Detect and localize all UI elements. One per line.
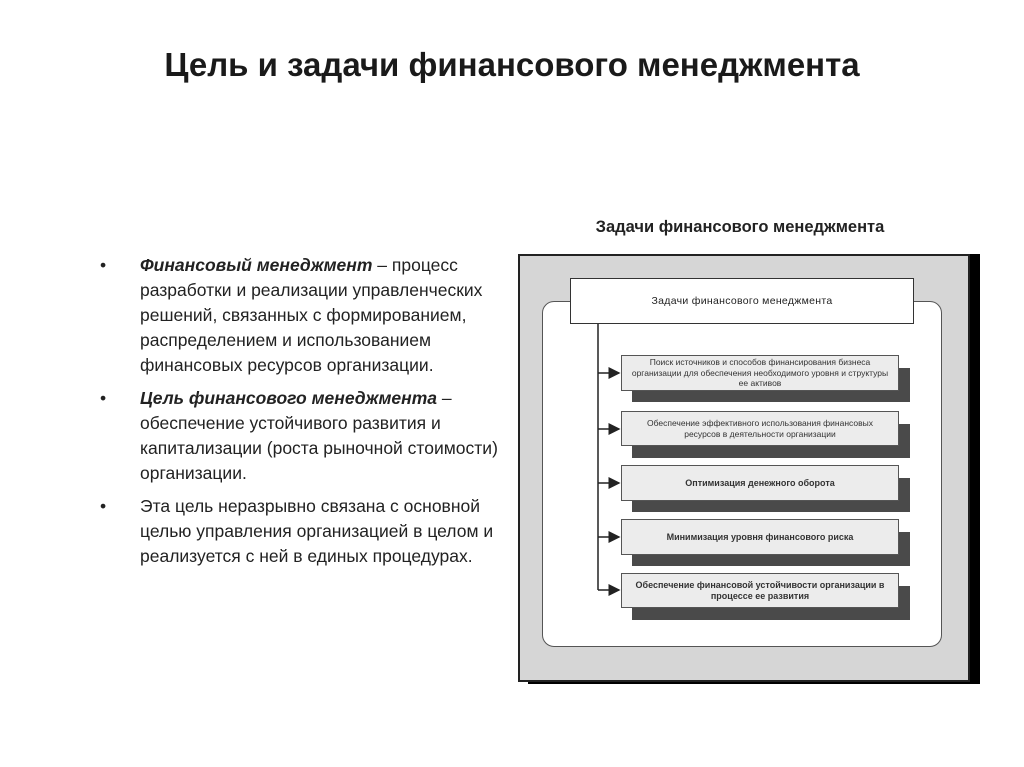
task-box: Обеспечение финансовой устойчивости организации в процессе ее развития (621, 573, 899, 608)
bullet-text: – обеспечение устойчивого развития и капитализации (роста рыночной стоимости) организации. (140, 388, 498, 483)
bullet-item (96, 386, 506, 486)
task-box: Оптимизация денежного оборота (621, 465, 899, 501)
diagram-heading: Задачи финансового менеджмента (595, 218, 885, 236)
diagram-header-box: Задачи финансового менеджмента (570, 278, 914, 324)
bullet-list (96, 253, 506, 577)
bullet-item (96, 494, 506, 569)
bullet-marker: • (100, 255, 107, 275)
bullet-text: – процесс разработки и реализации управленческих решений, связанных с формированием, распределением и использованием финансовых ресурсов организации. (140, 255, 483, 375)
bullet-marker: • (100, 496, 107, 516)
task-box: Поиск источников и способов финансирования бизнеса организации для обеспечения необходимого уровня и структуры ее активов (621, 355, 899, 391)
slide-title: Цель и задачи финансового менеджмента (164, 46, 860, 83)
bullet-marker: • (100, 388, 107, 408)
bullet-term: Финансовый менеджмент (140, 255, 373, 275)
bullet-item (96, 253, 506, 378)
task-box: Обеспечение эффективного использования финансовых ресурсов в деятельности организации (621, 411, 899, 446)
bullet-text: Эта цель неразрывно связана с основной целью управления организацией в целом и реализуется с ней в единых процедурах. (140, 496, 494, 566)
bullet-term: Цель финансового менеджмента (140, 388, 438, 408)
task-box: Минимизация уровня финансового риска (621, 519, 899, 555)
